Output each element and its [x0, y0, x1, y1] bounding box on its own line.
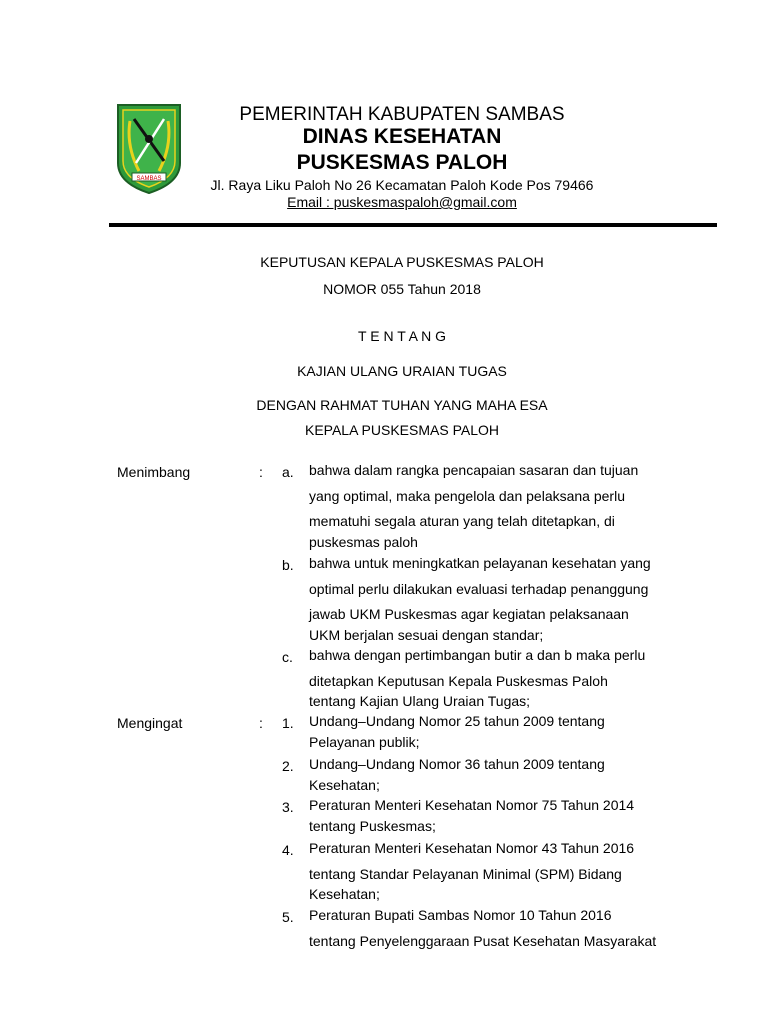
letterhead-government: PEMERINTAH KABUPATEN SAMBAS: [239, 104, 565, 125]
svg-text:SAMBAS: SAMBAS: [136, 176, 162, 182]
letterhead-puskesmas: PUSKESMAS PALOH: [296, 151, 508, 174]
menimbang-colon: :: [259, 464, 263, 480]
text-line: tentang Kajian Ulang Uraian Tugas;: [309, 693, 531, 709]
item-marker: 1.: [282, 715, 294, 731]
menimbang-label: Menimbang: [117, 464, 191, 480]
text-line: bahwa dengan pertimbangan butir a dan b maka perlu: [309, 647, 646, 663]
item-marker: a.: [282, 464, 294, 480]
text-line: optimal perlu dilakukan evaluasi terhadap penanggung: [309, 580, 649, 597]
text-line: UKM berjalan sesuai dengan standar;: [309, 626, 544, 643]
tentang-heading: T E N T A N G: [358, 328, 446, 344]
mengingat-item-1: [309, 709, 694, 749]
text-line: mematuhi segala aturan yang telah ditetapkan, di: [309, 513, 615, 529]
mengingat-item-4: [309, 836, 694, 901]
decree-number: NOMOR 055 Tahun 2018: [323, 281, 481, 297]
text-line: Pelayanan publik;: [309, 733, 420, 750]
item-marker: 2.: [282, 758, 294, 774]
text-line: Peraturan Bupati Sambas Nomor 10 Tahun 2016: [309, 907, 612, 923]
letterhead-agency: DINAS KESEHATAN: [302, 125, 502, 148]
menimbang-item-b: [309, 551, 694, 642]
text-line: Kesehatan;: [309, 886, 380, 902]
text-line: tentang Puskesmas;: [309, 817, 436, 834]
decree-title: KEPUTUSAN KEPALA PUSKESMAS PALOH: [260, 254, 544, 270]
text-line: Kesehatan;: [309, 776, 380, 793]
text-line: tentang Penyelenggaraan Pusat Kesehatan Masyarakat: [309, 932, 657, 949]
text-line: tentang Standar Pelayanan Minimal (SPM) Bidang: [309, 865, 622, 882]
text-line: Undang–Undang Nomor 36 tahun 2009 tentang: [309, 756, 605, 772]
mengingat-item-5: [309, 903, 694, 954]
menimbang-item-c: [309, 643, 694, 708]
item-marker: c.: [282, 649, 293, 665]
text-line: yang optimal, maka pengelola dan pelaksana perlu: [309, 487, 625, 504]
menimbang-item-a: [309, 458, 694, 549]
text-line: bahwa dalam rangka pencapaian sasaran dan tujuan: [309, 462, 639, 478]
mengingat-item-2: [309, 752, 694, 792]
blessing-line: DENGAN RAHMAT TUHAN YANG MAHA ESA: [256, 397, 548, 413]
item-marker: b.: [282, 557, 294, 573]
item-marker: 5.: [282, 909, 294, 925]
text-line: Peraturan Menteri Kesehatan Nomor 75 Tahun 2014: [309, 797, 635, 813]
text-line: jawab UKM Puskesmas agar kegiatan pelaksanaan: [309, 606, 629, 622]
item-marker: 3.: [282, 799, 294, 815]
mengingat-label: Mengingat: [117, 715, 183, 731]
text-line: Undang–Undang Nomor 25 tahun 2009 tentang: [309, 713, 605, 729]
email-link[interactable]: Email : puskesmaspaloh@gmail.com: [287, 194, 517, 210]
letterhead-email[interactable]: [180, 194, 624, 210]
letterhead-address: Jl. Raya Liku Paloh No 26 Kecamatan Paloh Kode Pos 79466: [210, 177, 594, 193]
text-line: Peraturan Menteri Kesehatan Nomor 43 Tahun 2016: [309, 840, 635, 856]
header-rule: [109, 223, 717, 227]
text-line: puskesmas paloh: [309, 533, 418, 550]
text-line: bahwa untuk meningkatkan pelayanan kesehatan yang: [309, 555, 651, 571]
issuer-line: KEPALA PUSKESMAS PALOH: [304, 422, 499, 438]
text-line: ditetapkan Keputusan Kepala Puskesmas Paloh: [309, 672, 608, 689]
decree-subject: KAJIAN ULANG URAIAN TUGAS: [297, 363, 507, 379]
item-marker: 4.: [282, 842, 294, 858]
mengingat-item-3: [309, 793, 694, 833]
mengingat-colon: :: [259, 715, 263, 731]
sambas-emblem: [114, 101, 184, 195]
